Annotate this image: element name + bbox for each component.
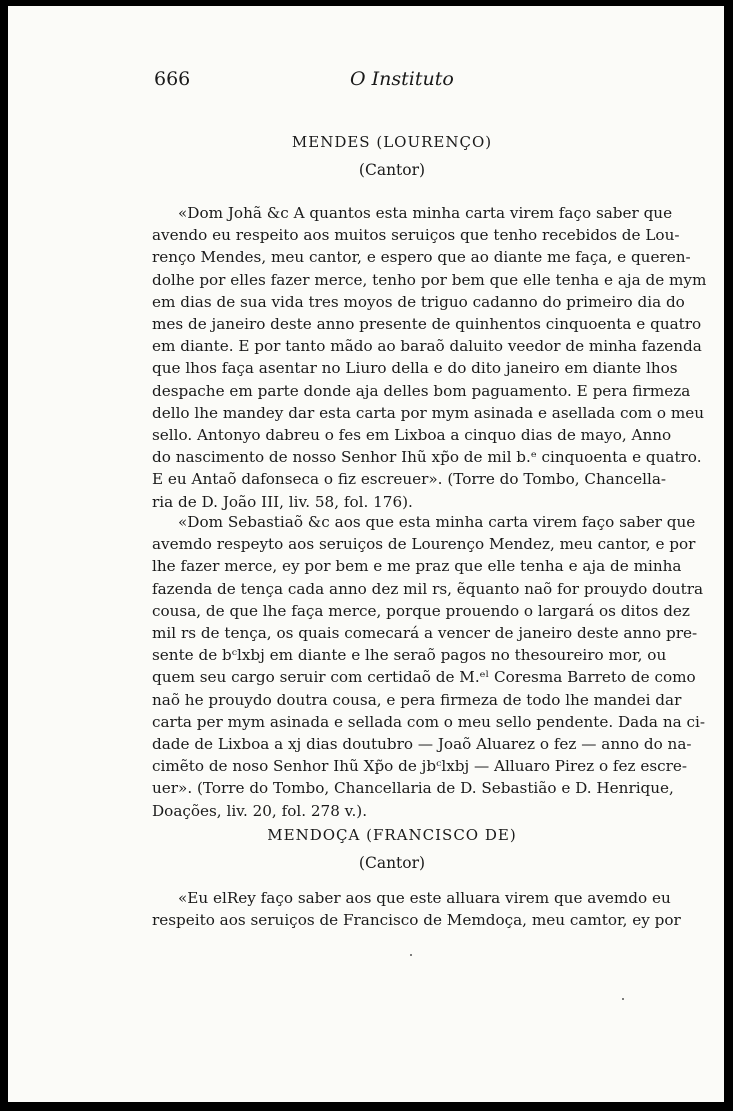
paper-speck xyxy=(622,998,624,1000)
running-title: O Instituto xyxy=(350,68,454,90)
paragraph: «Dom Johã &c A quantos esta minha carta virem faço saber que avendo eu respeito aos muitos seruiços que tenho recebidos de Lou- renço Mendes, meu cantor, e espero que ao diante me faça, e queren- dolhe por elles fazer merce, tenho por bem que elle tenha e aja de mym em dias de sua vida tres moyos de triguo cadanno do primeiro dia do mes de janeiro deste anno presente de quinhentos cinquoenta e quatro em diante. E por tanto mãdo ao baraõ daluito veedor de minha fazenda que lhos faça asentar no Liuro della e do dito janeiro em diante lhos despache em parte donde aja delles bom paguamento. E pera firmeza dello lhe mandey dar esta carta por mym asinada e asellada com o meu sello. Antonyo dabreu o fes em Lixboa a cinquo dias de mayo, Anno do nascimento de nosso Senhor Ihũ xp̃o de mil b.ᵉ cinquoenta e quatro. E eu Antaõ dafonseca o fiz escreuer». (Torre do Tombo, Chancella- ria de D. João III, liv. 58, fol. 176). xyxy=(152,204,707,511)
paragraph: «Eu elRey faço saber aos que este alluara virem que avemdo eu respeito aos seruiços de Francisco de Memdoça, meu camtor, ey por xyxy=(152,889,681,930)
document-page xyxy=(8,6,724,1102)
paper-speck xyxy=(410,954,412,956)
entry-role: (Cantor) xyxy=(358,161,426,179)
entry-role: (Cantor) xyxy=(358,854,426,872)
paragraph: «Dom Sebastiaõ &c aos que esta minha carta virem faço saber que avemdo respeyto aos seruiços de Lourenço Mendez, meu cantor, e por lhe fazer merce, ey por bem e me praz que elle tenha e aja de minha fazenda de tença cada anno dez mil rs, ẽquanto naõ for prouydo doutra cousa, de que lhe faça merce, porque prouendo o largará os ditos dez mil rs de tença, os quais comecará a vencer de janeiro deste anno pre- sente de bᶜlxbj em diante e lhe seraõ pagos no thesoureiro mor, ou quem seu cargo seruir com certidaõ de M.ᵉˡ Coresma Barreto de como naõ he prouydo doutra cousa, e pera firmeza de todo lhe mandei dar carta per mym asinada e sellada com o meu sello pendente. Dada na ci- dade de Lixboa a xj dias doutubro — Joaõ Aluarez o fez — anno do na- cimẽto de noso Senhor Ihũ Xp̃o de jbᶜlxbj — Alluaro Pirez o fez escre- uer». (Torre do Tombo, Chancellaria de D. Sebastião e D. Henrique, Doações, liv. 20, fol. 278 v.). xyxy=(152,513,705,820)
entry-heading: MENDOÇA (FRANCISCO DE) xyxy=(267,826,517,844)
page-number: 666 xyxy=(154,68,191,90)
entry-heading: MENDES (LOURENÇO) xyxy=(291,133,493,151)
